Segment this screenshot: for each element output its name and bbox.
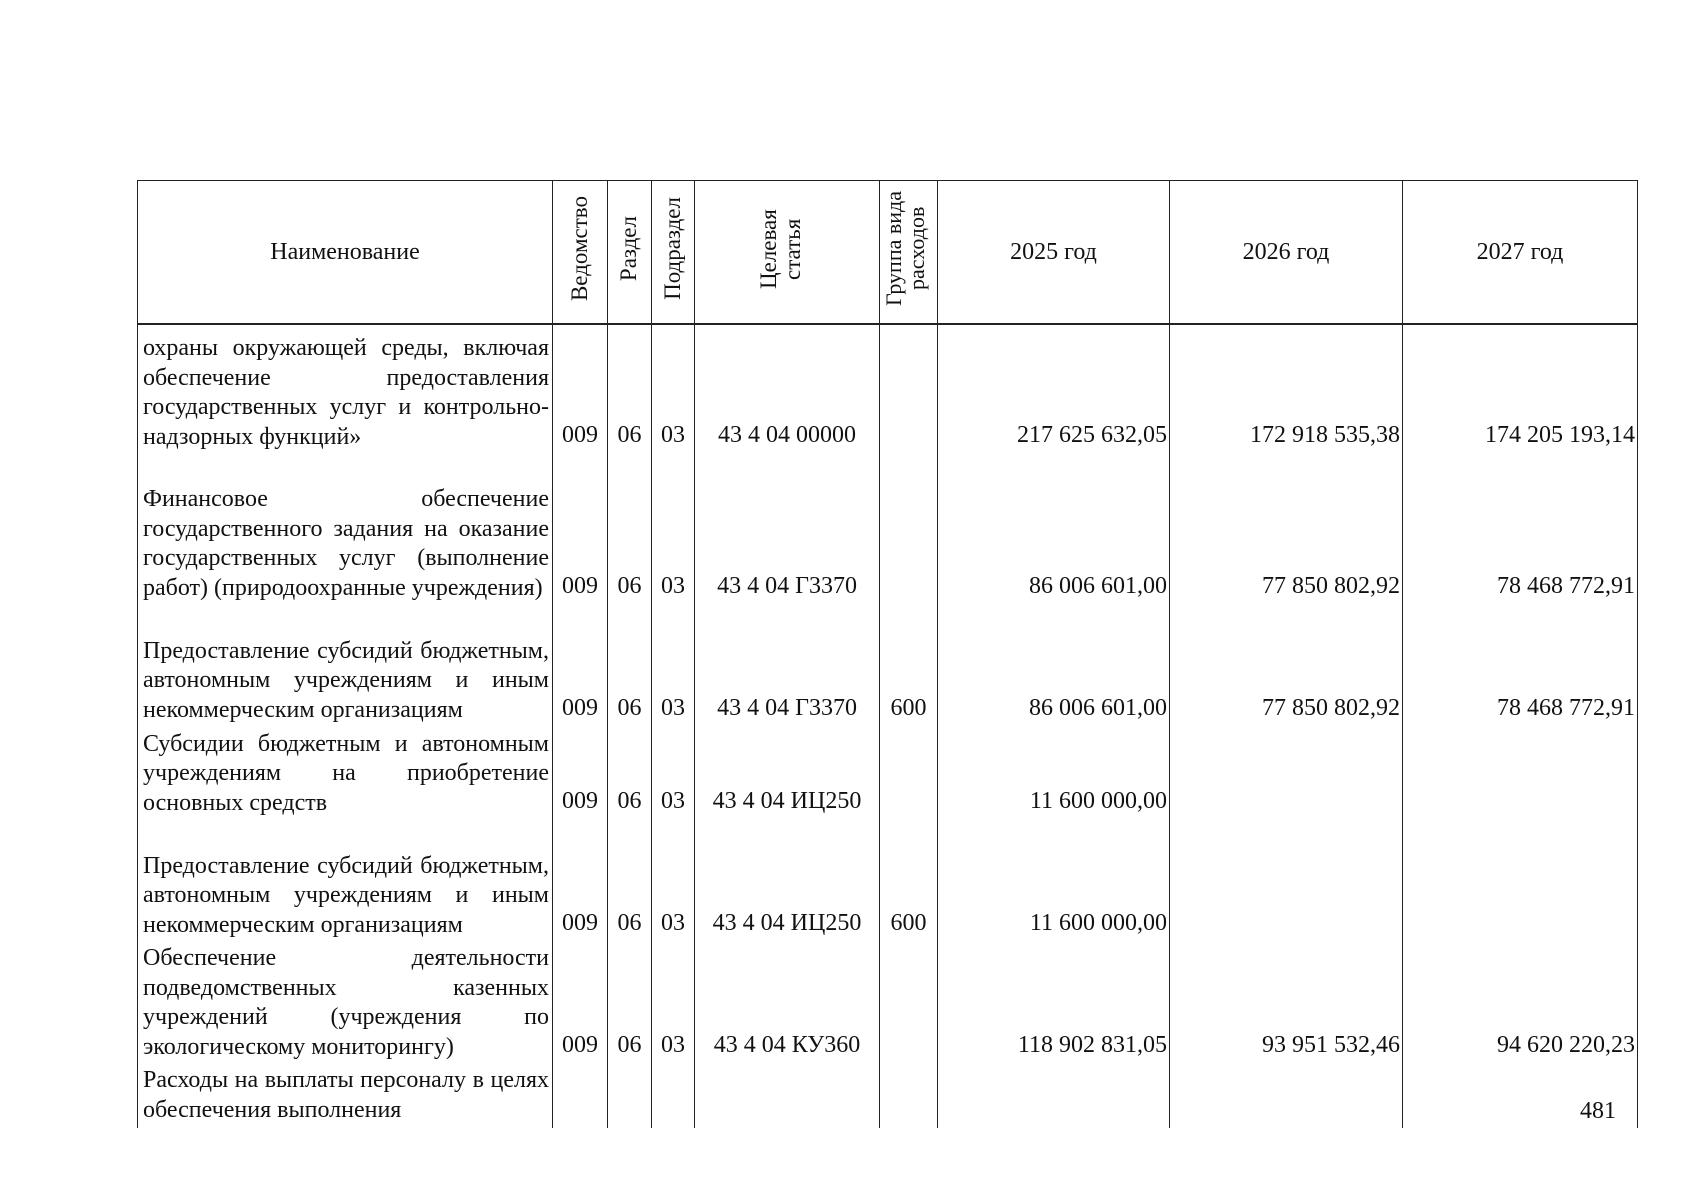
- table-row: [138, 1062, 1638, 1128]
- row-2025: 86 006 601,00: [938, 452, 1170, 603]
- row-2027: [1403, 725, 1638, 818]
- header-2026: 2026 год: [1170, 181, 1403, 325]
- row-2027: 78 468 772,91: [1403, 452, 1638, 603]
- row-2025: 11 600 000,00: [938, 725, 1170, 818]
- table-row: [138, 603, 1638, 725]
- row-section: [608, 1062, 652, 1128]
- row-2026: [1170, 818, 1403, 940]
- row-2026: [1170, 1062, 1403, 1128]
- header-row: [138, 181, 1638, 325]
- row-subsection: 03: [652, 940, 695, 1062]
- row-2025: 86 006 601,00: [938, 603, 1170, 725]
- row-dept: 009: [553, 603, 608, 725]
- row-group: [880, 1062, 938, 1128]
- row-dept: 009: [553, 452, 608, 603]
- row-subsection: 03: [652, 603, 695, 725]
- row-2027: 174 205 193,14: [1403, 324, 1638, 452]
- header-subsection: Подраздел: [652, 181, 695, 325]
- row-target: 43 4 04 ИЦ250: [695, 725, 880, 818]
- table-row: [138, 725, 1638, 818]
- row-name: Субсидии бюджетным и автономным учреждениям на приобретение основных средств: [138, 725, 553, 818]
- row-2026: 172 918 535,38: [1170, 324, 1403, 452]
- page-number: 481: [1580, 1098, 1616, 1124]
- header-target: Целевая статья: [695, 181, 880, 325]
- row-section: 06: [608, 324, 652, 452]
- row-name: Финансовое обеспечение государственного задания на оказание государственных услуг (выполнение работ) (природоохранные учреждения): [138, 452, 553, 603]
- row-2026: 77 850 802,92: [1170, 603, 1403, 725]
- row-target: 43 4 04 00000: [695, 324, 880, 452]
- row-section: 06: [608, 818, 652, 940]
- row-2025: [938, 1062, 1170, 1128]
- row-group: [880, 940, 938, 1062]
- table-row: [138, 940, 1638, 1062]
- row-dept: 009: [553, 940, 608, 1062]
- table-row: [138, 324, 1638, 452]
- row-2026: 77 850 802,92: [1170, 452, 1403, 603]
- row-subsection: 03: [652, 324, 695, 452]
- row-target: 43 4 04 Г3370: [695, 603, 880, 725]
- row-dept: [553, 1062, 608, 1128]
- header-group: Группа вида расходов: [880, 181, 938, 325]
- row-name: охраны окружающей среды, включая обеспечение предоставления государственных услуг и контрольно-надзорных функций»: [138, 324, 553, 452]
- row-target: 43 4 04 Г3370: [695, 452, 880, 603]
- row-group: [880, 324, 938, 452]
- table-row: [138, 452, 1638, 603]
- row-subsection: 03: [652, 725, 695, 818]
- row-dept: 009: [553, 324, 608, 452]
- row-subsection: 03: [652, 452, 695, 603]
- row-2025: 118 902 831,05: [938, 940, 1170, 1062]
- row-2025: 217 625 632,05: [938, 324, 1170, 452]
- row-2025: 11 600 000,00: [938, 818, 1170, 940]
- header-section: Раздел: [608, 181, 652, 325]
- header-dept: Ведомство: [553, 181, 608, 325]
- row-2026: [1170, 725, 1403, 818]
- row-2027: 94 620 220,23: [1403, 940, 1638, 1062]
- row-subsection: 03: [652, 818, 695, 940]
- table-row: [138, 818, 1638, 940]
- row-name: Предоставление субсидий бюджетным, автономным учреждениям и иным некоммерческим организациям: [138, 603, 553, 725]
- row-target: 43 4 04 КУ360: [695, 940, 880, 1062]
- row-group: 600: [880, 818, 938, 940]
- row-section: 06: [608, 725, 652, 818]
- row-name: Обеспечение деятельности подведомственных казенных учреждений (учреждения по экологическому мониторингу): [138, 940, 553, 1062]
- row-name: Предоставление субсидий бюджетным, автономным учреждениям и иным некоммерческим организациям: [138, 818, 553, 940]
- row-group: [880, 725, 938, 818]
- header-2027: 2027 год: [1403, 181, 1638, 325]
- row-2027: 78 468 772,91: [1403, 603, 1638, 725]
- header-name: Наименование: [138, 181, 553, 325]
- row-dept: 009: [553, 725, 608, 818]
- row-name: Расходы на выплаты персоналу в целях обеспечения выполнения: [138, 1062, 553, 1128]
- row-dept: 009: [553, 818, 608, 940]
- row-target: [695, 1062, 880, 1128]
- row-2026: 93 951 532,46: [1170, 940, 1403, 1062]
- row-2027: [1403, 818, 1638, 940]
- header-2025: 2025 год: [938, 181, 1170, 325]
- budget-table: [137, 180, 1638, 1128]
- row-subsection: [652, 1062, 695, 1128]
- row-group: 600: [880, 603, 938, 725]
- row-section: 06: [608, 940, 652, 1062]
- row-section: 06: [608, 452, 652, 603]
- row-target: 43 4 04 ИЦ250: [695, 818, 880, 940]
- row-group: [880, 452, 938, 603]
- row-section: 06: [608, 603, 652, 725]
